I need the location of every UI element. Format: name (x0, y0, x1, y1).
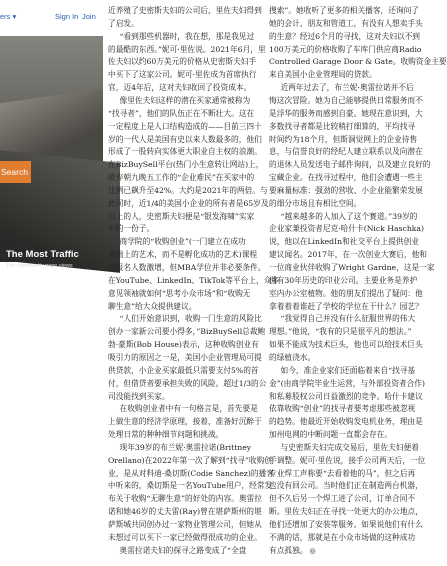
article-line: “看到那些机器时，我在想，那是我见过 (119, 31, 255, 41)
article-line: “找寻者”，他们的队伍正在不断壮大。这在 (108, 108, 255, 118)
article-line: 供贷款，小企业买家最低只需要支付5%的首 (108, 365, 259, 375)
article-line: 金”(由商学院毕业生运营，与外部投资者合作) (269, 378, 425, 388)
article-line: 是浮华的服务而感到自豪。她现在意识到，大 (269, 108, 423, 118)
article-line: 要麻量标准：强劲的营收、小企业能繁荣发展 (269, 185, 423, 195)
article-line: “人们开始意识到，收购一门生意的风险比 (119, 314, 262, 324)
article-line: Orellano)在2022年第一次了解到“找寻”收购创 (108, 455, 272, 465)
article-line: 创办一家新公司要小得多，”BizBuySell总裁鲍 (108, 327, 266, 337)
article-line: 手调整。妮可·里佐说，接手公司两天后，一位 (269, 455, 426, 465)
article-line: 拿着着着谁赶了学校的学位在干什么？园艺？ (269, 301, 423, 311)
article-line: 的趋势。他最近开始收购发电机业务，理由是 (269, 417, 423, 427)
article-line: 以上的人，史密斯夫妇便是“银发海啸”实家 (108, 211, 255, 221)
article-line: 佐夫妇以约60万美元的价格从史密斯夫妇手 (108, 57, 257, 67)
sign-in-link[interactable]: Sign In (55, 12, 79, 21)
article-line: 宝藏企业。在找寻过程中，他们会遭遇一些主 (269, 173, 423, 183)
article-line: 断。里佐夫妇正在寻找一处更大的办公地点， (269, 507, 423, 517)
article-line: 拥有30年历史的印业公司。主要业务是养护 (269, 275, 418, 285)
article-line: 也没有回公司。当时他们正在制造两台机器， (269, 481, 423, 491)
search-button[interactable]: Search (0, 161, 31, 183)
article-line: 一定程度上是人口结构造成的——目前三四十 (108, 121, 262, 131)
article-line: 和私募股权公司日益激烈的竞争。哈什卡建议 (269, 391, 423, 401)
article-line: 了启发。 (108, 18, 139, 28)
article-line: 布关于收购“无聊生意”的好处的内容。奥雷拉 (108, 494, 262, 504)
article-line: “越来越多的人加入了这个赛道。”39岁的 (280, 211, 418, 221)
article-line: 在YouTube、LinkedIn、TikTok等平台上，众多 (108, 275, 280, 285)
article-line: 故弃朝九晚五工作的“企业难民”在买家中的 (108, 173, 255, 183)
article-line: 室内办公室植物。他的朋友们提出了疑问：他 (269, 288, 423, 298)
article-line: 中的一份子。 (108, 224, 155, 234)
article-line: 理想。”他说，“我有的只是很平凡的想法。” (269, 327, 412, 337)
article-line: 商学院的“收购创业”(一门建立在成功 (119, 237, 246, 247)
article-line: 意见领袖就如何“思考小众市场”和“收购无 (108, 288, 251, 298)
article-line: 聊生意”给大众提供建议。 (108, 301, 197, 311)
article-line: 官，迈4年后，这对夫妇收回了投资成本。 (108, 83, 252, 93)
article-line: 近养殖了史密斯夫妇的公司后，里佐夫妇得到 (108, 6, 262, 15)
article-line: 基础上的艺术，而不是孵化成功的艺术)课程 (108, 250, 258, 260)
article-line: 时间约为18个月，但斯洞觉网上的企业待售 (269, 134, 418, 144)
article-line: 依靠收购“创业”的找寻者要考虑那些被忽视 (269, 404, 416, 414)
article-line: 在收购创业者中有一句格言是，首先要是 (119, 404, 258, 414)
article-line: 中听来的，桑切斯是一名YouTube用户，经常发 (108, 481, 273, 491)
article-line: 企业家兼投资者尼克·哈什卡(Nick Haschka) (269, 224, 425, 234)
article-line: 现年39岁的布兰妮·奥雷拉诺(Brittney (119, 442, 252, 452)
article-line: 比例已飙升至42%。大约是2021年的两倍。与 (108, 185, 268, 195)
article-line: 的最酷的东西。”妮可·里佐说。2021年6月，里 (108, 44, 266, 54)
article-line: 的退休人员发送电子邮件询问，以及建立良好的 (269, 160, 431, 170)
join-link[interactable]: Join (82, 12, 96, 21)
article-line: Controlled Garage Door & Gate。收购资金主要 (269, 57, 447, 67)
article-line: 与史密斯夫妇完成交易后，里佐夫妇便着 (280, 442, 419, 452)
article-line: 吸引力的原因之一是，美国小企业管理局可提 (108, 352, 262, 362)
article-line: 的细分市场且有相比空间。 (269, 198, 362, 208)
article-line: 息，与信誉良好的经纪人建立联系以及向潜在 (269, 147, 423, 157)
article-line: 的绿植浇水。 (269, 352, 316, 362)
article-line: 像里佐夫妇这样的潜在买家通常被称为 (119, 95, 251, 105)
article-line: 不满的话，那就是在小众市场做的这种成功 (269, 532, 416, 542)
article-line: 多数找寻者都是比较稍打细算的，平均找寻 (269, 121, 416, 131)
article-line: 勃·豪斯(Bob House)表示，这种收购创业有 (108, 340, 259, 350)
article-line: 未想过可以买下一家已经做得很成功的企业。 (108, 532, 262, 542)
article-line: 业，是从对科迪·桑切斯(Codie Sanchez)的播客 (108, 468, 274, 478)
article-line: 100万美元的价格收购了车库门供应商Radio (269, 44, 422, 54)
article-line: 有点孤独。 ◎ (269, 545, 316, 555)
article-line: 在BizBuySell平台(热门小生意转让网站)上， (108, 160, 264, 170)
article-line: 诺和她46岁的丈夫雷(Ray)曾在堪萨斯州的堪 (108, 507, 262, 517)
article-line: 如果不能成为技术巨头，他也可以给技术巨头 (269, 340, 423, 350)
article-line: 他们还增加了安装等服务。如果说他们有什么 (269, 520, 423, 529)
article-line: 岁的一代人是美国有史以来人数最多的，他们 (108, 134, 262, 144)
article-line: 说，他以在LinkedIn和社交平台上提供创业 (269, 237, 419, 247)
article-line: 奥雷拉诺夫妇的探寻之路变成了“全盘 (119, 545, 247, 555)
article-line: 但不久后另一个焊工进了公司，订单合同不 (269, 494, 416, 504)
article-line: “我觉得自己并没有什么征服世界的伟大 (280, 314, 416, 324)
article-line: 搜索”。她收听了更多的相关播客，还询问了 (269, 6, 419, 15)
nav-fragment[interactable]: ers ▾ (0, 12, 17, 21)
article-line: 她的会计、朋友和管道工，有没有人想卖手头 (269, 18, 423, 28)
article-line: 的生意？经过6个月的寻找，这对夫妇以不到 (269, 31, 420, 41)
article-line: 此同时，近1/4的美国小企业的所有者是65岁及 (108, 198, 269, 208)
most-traffic-subtitle: The community page views (6, 263, 73, 269)
article-line: 建议闻名。2017年，在一次创业大赛后，他和 (269, 250, 427, 260)
article-line: 来自美国小企业管理局的贷款。 (269, 70, 377, 80)
article-line: 形成了一股转向实体更大职业自主权的浪潮。 (108, 147, 262, 157)
most-traffic-title[interactable]: The Most Traffic (6, 249, 79, 260)
article-line: 加州电网的中断问题一直都会存在。 (269, 430, 393, 440)
article-line: 的报名人数激增，但MBA学位并非必要条件。 (108, 263, 266, 272)
article-line: 近两年过去了，布兰妮·奥雷拉诺并不后 (280, 83, 414, 93)
article-line: 司没能找到买家。 (108, 391, 170, 401)
article-line: 悔这次冒险。她为自己能够提供日常服务而不 (269, 95, 423, 105)
article-line: 如今，准企业家们还面临着来自“找寻基 (280, 365, 416, 375)
article-line: 专业焊工声称要“去看着他的马”，但之后再 (269, 468, 416, 478)
article-line: 付，但借贷者要承担失败的风险。超过1/3的公 (108, 378, 267, 388)
article-line: 萨斯城共同创办过一家物业管理公司，但她从 (108, 520, 262, 529)
article-line: 上做生意的经济学原理，接着，准备好沉醉于 (108, 417, 262, 427)
sidebar-banner-image (0, 36, 103, 269)
end-mark-icon: ◎ (309, 546, 316, 555)
article-line: 中买下了这家公司。妮可·里佐成为首席执行 (108, 70, 257, 80)
article-line: 一位商业伙伴收购了Wright Gardne，这是一家 (269, 263, 435, 272)
article-line: 处理日常的种种细节问题和挑战。 (108, 430, 224, 440)
